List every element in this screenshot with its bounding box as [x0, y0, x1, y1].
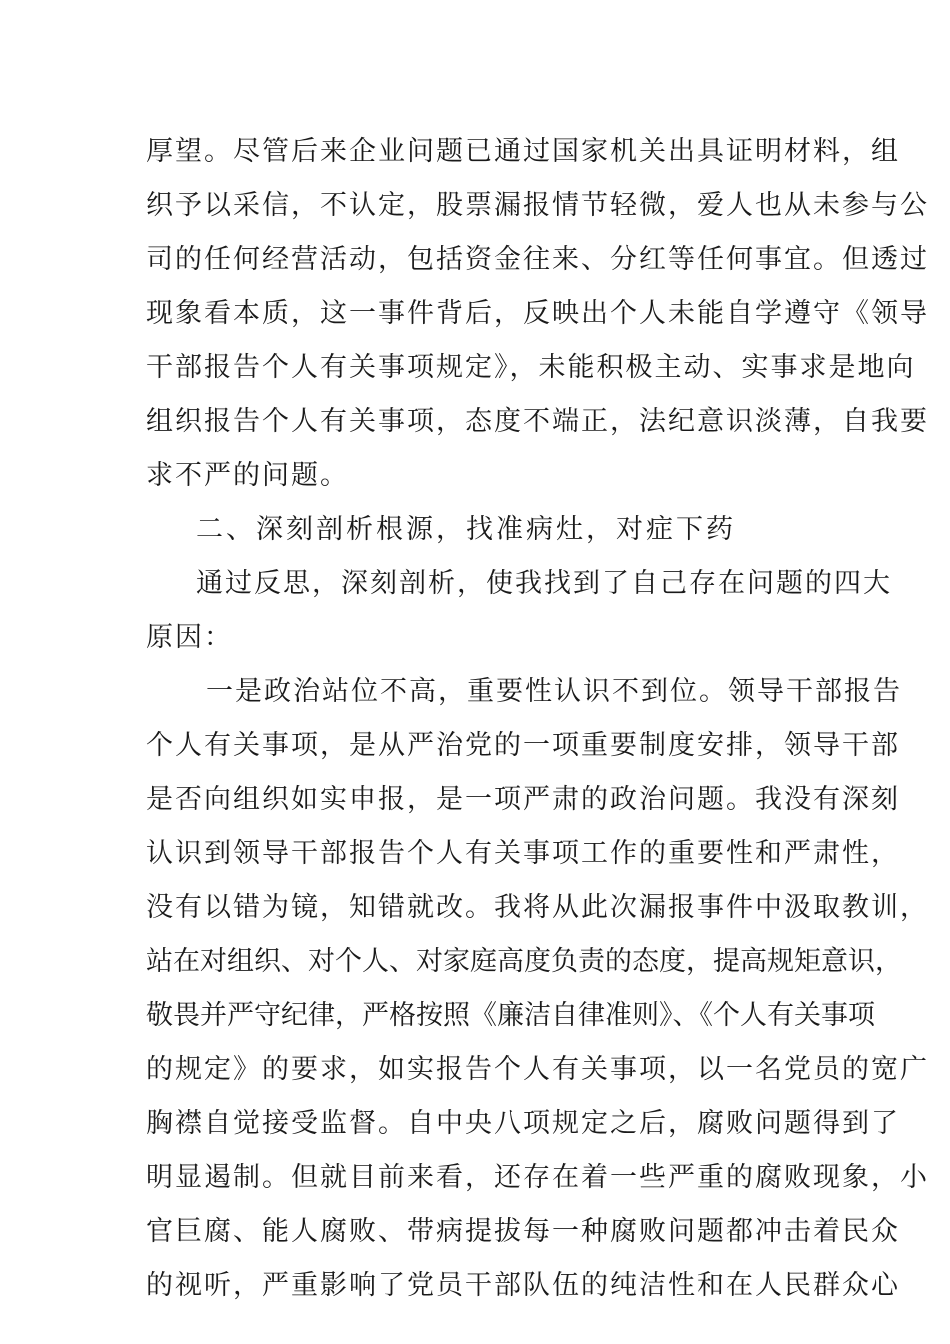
text-line: 的规定》的要求，如实报告个人有关事项，以一名党员的宽广	[146, 1054, 929, 1085]
text-line: 个人有关事项，是从严治党的一项重要制度安排，领导干部	[146, 730, 900, 761]
text-line: 敬畏并严守纪律，严格按照《廉洁自律准则》、《个人有关事项	[146, 1000, 875, 1031]
text-line: 站在对组织、对个人、对家庭高度负责的态度，提高规矩意识，	[146, 946, 902, 977]
text-line: 求不严的问题。	[146, 460, 349, 491]
section-heading: 二、深刻剖析根源，找准病灶，对症下药	[196, 514, 736, 545]
text-line: 组织报告个人有关事项，态度不端正，法纪意识淡薄，自我要	[146, 406, 929, 437]
text-line: 的视听，严重影响了党员干部队伍的纯洁性和在人民群众心	[146, 1270, 900, 1301]
text-line: 织予以采信，不认定，股票漏报情节轻微，爱人也从未参与公	[146, 190, 929, 221]
text-line: 胸襟自觉接受监督。自中央八项规定之后，腐败问题得到了	[146, 1108, 900, 1139]
text-line: 厚望。尽管后来企业问题已通过国家机关出具证明材料，组	[146, 136, 900, 167]
text-line: 是否向组织如实申报，是一项严肃的政治问题。我没有深刻	[146, 784, 900, 815]
text-line: 明显遏制。但就目前来看，还存在着一些严重的腐败现象，小	[146, 1162, 929, 1193]
text-line: 没有以错为镜，知错就改。我将从此次漏报事件中汲取教训，	[146, 892, 929, 923]
text-line: 原因：	[146, 622, 233, 653]
text-line: 认识到领导干部报告个人有关事项工作的重要性和严肃性，	[146, 838, 900, 869]
text-line: 司的任何经营活动，包括资金往来、分红等任何事宜。但透过	[146, 244, 929, 275]
text-line: 通过反思，深刻剖析，使我找到了自己存在问题的四大	[196, 568, 892, 599]
text-line: 现象看本质，这一事件背后，反映出个人未能自学遵守《领导	[146, 298, 929, 329]
text-line: 干部报告个人有关事项规定》，未能积极主动、实事求是地向	[146, 352, 916, 383]
text-line: 一是政治站位不高，重要性认识不到位。领导干部报告	[206, 676, 902, 707]
text-line: 官巨腐、能人腐败、带病提拔每一种腐败问题都冲击着民众	[146, 1216, 900, 1247]
